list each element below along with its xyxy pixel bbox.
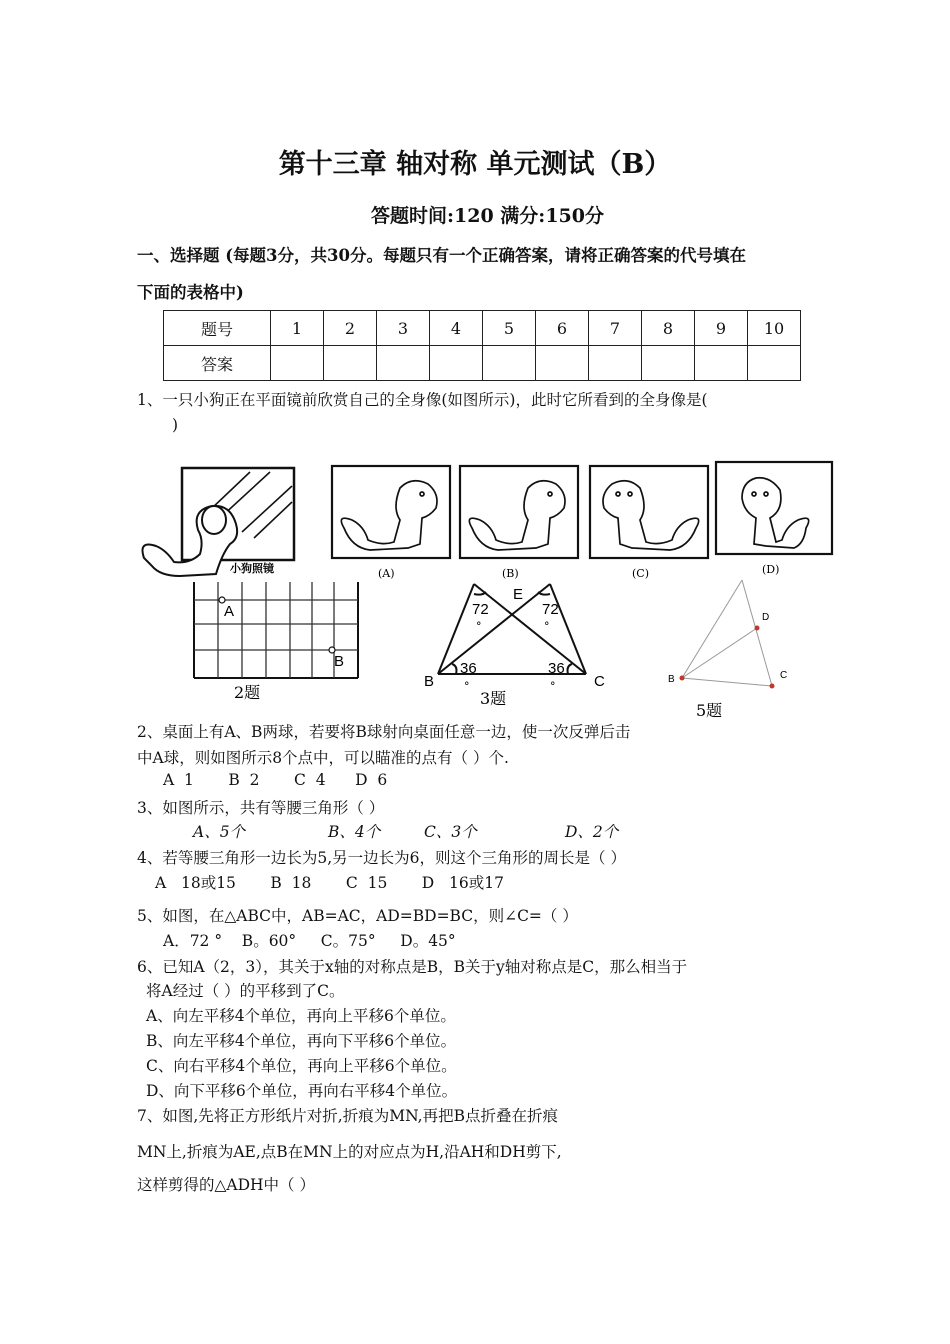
answer-cell[interactable] xyxy=(271,346,324,381)
degree-mark: ° xyxy=(476,620,482,633)
question-number-cell: 2 xyxy=(324,311,377,346)
answer-cell[interactable] xyxy=(483,346,536,381)
q4-options: A 18或15 B 18 C 15 D 16或17 xyxy=(155,874,504,892)
table-row xyxy=(164,346,801,381)
question-number-cell: 7 xyxy=(589,311,642,346)
q5-options: A．72 ° B。60° C。75° D。45° xyxy=(163,932,456,950)
answer-cell[interactable] xyxy=(536,346,589,381)
answer-cell[interactable] xyxy=(589,346,642,381)
q1-dog-figures xyxy=(130,458,842,584)
q5-triangle-figure xyxy=(662,576,802,724)
degree-mark: ° xyxy=(544,620,550,633)
q3-option-d: D、2个 xyxy=(565,823,619,841)
point-e-label: E xyxy=(513,586,524,603)
vertex-c-dot xyxy=(770,684,775,689)
q6-line1: 6、已知A（2，3），其关于x轴的对称点是B，B关于y轴对称点是C，那么相当于 xyxy=(137,958,688,976)
q2-options: A 1 B 2 C 4 D 6 xyxy=(163,771,388,789)
dog-icon xyxy=(143,506,238,576)
dog-icon xyxy=(603,481,699,550)
q4-line: 4、若等腰三角形一边长为5,另一边长为6，则这个三角形的周长是（ ） xyxy=(137,849,626,867)
angle-72-right: 72 xyxy=(542,601,559,618)
q1-line1: 1、一只小狗正在平面镜前欣赏自己的全身像(如图所示)，此时它所看到的全身像是( xyxy=(137,391,708,409)
answer-table xyxy=(163,310,801,381)
answer-cell[interactable] xyxy=(642,346,695,381)
angle-72-left: 72 xyxy=(472,601,489,618)
section-heading-line2: 下面的表格中) xyxy=(137,283,244,302)
point-b-label: B xyxy=(668,674,675,685)
degree-mark: ° xyxy=(464,680,470,693)
point-a-label: A xyxy=(224,603,235,620)
question-number-cell: 10 xyxy=(748,311,801,346)
answer-cell[interactable] xyxy=(377,346,430,381)
q3-option-b: B、4个 xyxy=(328,823,381,841)
figure3-caption: 3题 xyxy=(480,689,507,708)
vertex-b-dot xyxy=(680,676,685,681)
question-number-cell: 4 xyxy=(430,311,483,346)
option-c-label: (C) xyxy=(632,567,649,580)
q6-option-d: D、向下平移6个单位，再向右平移4个单位。 xyxy=(146,1082,458,1100)
q3-line: 3、如图所示，共有等腰三角形（ ） xyxy=(137,799,385,817)
question-number-cell: 6 xyxy=(536,311,589,346)
q2-line1: 2、桌面上有A、B两球，若要将B球射向桌面任意一边，使一次反弹后击 xyxy=(137,723,631,741)
q7-line3: 这样剪得的△ADH中（ ） xyxy=(137,1176,315,1194)
page-title: 第十三章 轴对称 单元测试（B） xyxy=(278,149,672,180)
q3-triangle-figure xyxy=(420,580,610,710)
option-a-label: (A) xyxy=(378,567,395,580)
dog-icon xyxy=(469,481,565,550)
table-header-cell: 答案 xyxy=(164,346,271,381)
q2-line2: 中A球，则如图所示8个点中，可以瞄准的点有（ ）个. xyxy=(137,749,509,767)
mirror-caption: 小狗照镜 xyxy=(230,562,274,575)
option-d-figure xyxy=(716,462,832,576)
q6-option-c: C、向右平移4个单位，再向上平移6个单位。 xyxy=(146,1057,457,1075)
question-number-cell: 1 xyxy=(271,311,324,346)
dog-icon xyxy=(341,481,437,550)
q7-line1: 7、如图,先将正方形纸片对折,折痕为MN,再把B点折叠在折痕 xyxy=(137,1107,558,1125)
q5-line: 5、如图，在△ABC中，AB=AC，AD=BD=BC，则∠C=（ ） xyxy=(137,907,578,925)
question-number-cell: 8 xyxy=(642,311,695,346)
section-heading-line1: 一、选择题 (每题3分，共30分。每题只有一个正确答案，请将正确答案的代号填在 xyxy=(137,246,746,265)
q6-option-b: B、向左平移4个单位，再向下平移6个单位。 xyxy=(146,1032,457,1050)
figure5-caption: 5题 xyxy=(696,701,723,720)
option-d-label: (D) xyxy=(762,563,780,576)
angle-36-left: 36 xyxy=(460,660,477,677)
degree-mark: ° xyxy=(550,680,556,693)
page-subtitle: 答题时间:120 满分:150分 xyxy=(371,205,604,227)
option-a-figure xyxy=(332,466,450,580)
point-b-label: B xyxy=(334,653,345,670)
point-b-label: B xyxy=(424,673,435,690)
q3-option-c: C、3个 xyxy=(424,823,477,841)
angle-36-right: 36 xyxy=(548,660,565,677)
table-header-cell: 题号 xyxy=(164,311,271,346)
q7-line2: MN上,折痕为AE,点B在MN上的对应点为H,沿AH和DH剪下, xyxy=(137,1143,562,1161)
dog-icon xyxy=(742,478,809,548)
point-c-label: C xyxy=(780,670,788,681)
option-b-label: (B) xyxy=(502,567,519,580)
q6-line2: 将A经过（ ）的平移到了C。 xyxy=(146,982,345,1000)
question-number-cell: 9 xyxy=(695,311,748,346)
point-d-label: D xyxy=(762,612,770,623)
question-number-cell: 3 xyxy=(377,311,430,346)
figure2-caption: 2题 xyxy=(234,683,261,702)
q6-option-a: A、向左平移4个单位，再向上平移6个单位。 xyxy=(146,1007,456,1025)
option-c-figure xyxy=(590,466,708,580)
vertex-d-dot xyxy=(755,626,760,631)
answer-cell[interactable] xyxy=(748,346,801,381)
mirror-figure xyxy=(143,468,295,576)
point-c-label: C xyxy=(594,673,605,690)
answer-cell[interactable] xyxy=(324,346,377,381)
q3-option-a: A、5个 xyxy=(193,823,246,841)
q2-grid-figure xyxy=(186,582,366,708)
option-b-figure xyxy=(460,466,578,580)
q1-line2: ) xyxy=(172,416,179,434)
table-row xyxy=(164,311,801,346)
answer-cell[interactable] xyxy=(430,346,483,381)
answer-cell[interactable] xyxy=(695,346,748,381)
question-number-cell: 5 xyxy=(483,311,536,346)
